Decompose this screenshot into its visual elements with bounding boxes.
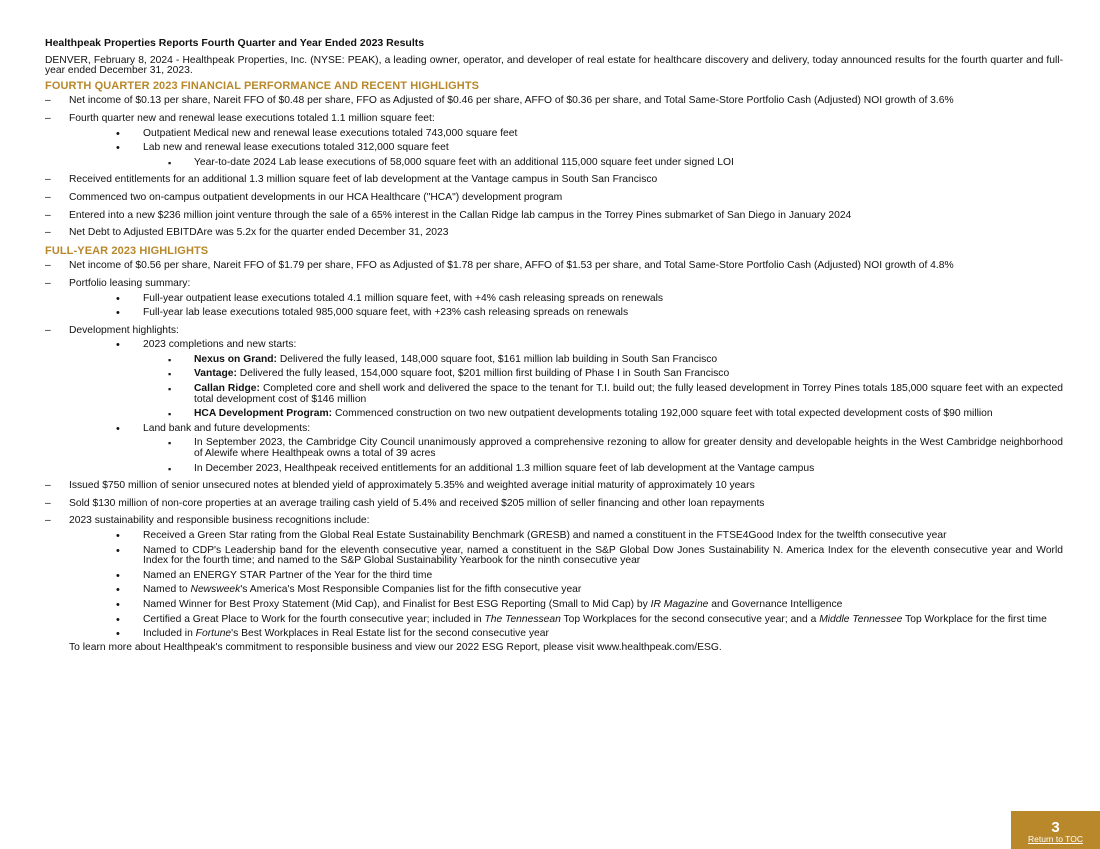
fy-item-text: 2023 sustainability and responsible business recognitions include: [69,515,370,527]
bullet-marker: • [116,584,120,597]
document-title: Healthpeak Properties Reports Fourth Quarter and Year Ended 2023 Results [45,37,425,49]
q4-item-text: Received entitlements for an additional 1.3 million square feet of lab development at the Vantage campus in South San Francisco [69,174,658,186]
q4-item-text: Entered into a new $236 million joint venture through the sale of a 65% interest in the Callan Ridge lab campus in the Torrey Pines submarket of San Diego in January 2024 [69,209,852,221]
dash-marker: – [45,324,51,336]
dash-marker: – [45,227,51,239]
document-body [45,38,1063,653]
fy-sub-item-text: Received a Green Star rating from the Global Real Estate Sustainability Benchmark (GRESB) and named a constituent in the FTSE4Good Index for the twelfth consecutive year [143,530,947,541]
sub-sub-list-item [69,369,1063,380]
publication-name: Fortune [195,628,232,640]
q4-item-text: Commenced two on-campus outpatient developments in our HCA Healthcare ("HCA") development program [69,191,563,203]
small-bullet-marker: ▪ [168,354,172,365]
sub-sub-list-item [69,355,1063,366]
sub-list-item [69,585,1063,596]
dash-marker: – [45,480,51,492]
fy-item-text: Development highlights: [69,324,179,336]
list-item [45,499,1063,510]
sub-list-item [69,129,1063,140]
small-bullet-marker: ▪ [168,409,172,420]
project-description: Commenced construction on two new outpatient developments totaling 192,000 square feet with total expected development costs of $90 million [334,408,993,420]
fy-sub-item-text: Named to CDP's Leadership band for the eleventh consecutive year, named a constituent in the S&P Global Dow Jones Sustainability N. America Index for the eleventh consecutive year and World Index for the fourth time; and named to the S&P Global Sustainability Yearbook for the ninth consecutive year [143,544,1063,567]
page-number: 3 [1051,819,1060,836]
q4-item-text: Net income of $0.13 per share, Nareit FFO of $0.48 per share, FFO as Adjusted of $0.46 per share, AFFO of $0.36 per share, and Total Same-Store Portfolio Cash (Adjusted) NOI growth of 3.6% [69,95,954,107]
fy-sub-item-text: Named to [143,584,191,596]
dash-marker: – [45,174,51,186]
bullet-marker: • [116,544,120,557]
fy-sub-item-text: Top Workplace for the first time [902,613,1047,625]
sub-list-item [69,294,1063,305]
q4-item-text: Fourth quarter new and renewal lease executions totaled 1.1 million square feet: [69,112,435,124]
sub-sub-list-item [69,438,1063,459]
list-item [45,279,1063,319]
sub-list-item [69,531,1063,542]
q4-section-heading: FOURTH QUARTER 2023 FINANCIAL PERFORMANCE AND RECENT HIGHLIGHTS [45,79,480,92]
publication-name: The Tennessean [484,613,561,625]
project-description: Delivered the fully leased, 148,000 square foot, $161 million lab building in South San Francisco [279,353,718,365]
fy-section-heading: FULL-YEAR 2023 HIGHLIGHTS [45,244,209,257]
sub-list-item [69,308,1063,319]
project-name: Vantage: [194,368,237,380]
fy-sub-item-text: Certified a Great Place to Work for the fourth consecutive year; included in [143,613,485,625]
publication-name: Middle Tennessee [819,613,903,625]
fy-sub-sub-item-text: In September 2023, the Cambridge City Council unanimously approved a comprehensive rezoning to allow for greater density and developable heights in the West Cambridge neighborhood of Alewife where Healthpeak owns a total of 39 acres [194,437,1063,460]
sub-list-item [69,571,1063,582]
project-name: Callan Ridge: [194,383,260,395]
sub-list-item [69,143,1063,154]
sub-list-item [69,546,1063,567]
toc-footer-box [1011,811,1100,849]
q4-sub-item-text: Lab new and renewal lease executions totaled 312,000 square feet [143,142,449,154]
fy-sub-sub-item-text: In December 2023, Healthpeak received entitlements for an additional 1.3 million square feet of lab development at the Vantage campus [194,462,815,474]
closing-paragraph: To learn more about Healthpeak's commitment to responsible business and view our 2022 ESG Report, please visit www.healthpeak.com/ESG. [69,641,722,653]
fy-item-text: Portfolio leasing summary: [69,277,191,289]
bullet-marker: • [116,422,120,435]
bullet-marker: • [116,292,120,305]
fy-sub-item-text: 2023 completions and new starts: [143,339,297,351]
small-bullet-marker: ▪ [168,369,172,380]
dash-marker: – [45,112,51,124]
list-item [45,175,1063,186]
fy-item-text: Net income of $0.56 per share, Nareit FFO of $1.79 per share, FFO as Adjusted of $1.78 per share, AFFO of $1.53 per share, and Total Same-Store Portfolio Cash (Adjusted) NOI growth of 4.8% [69,260,954,272]
bullet-marker: • [116,613,120,626]
dash-marker: – [45,95,51,107]
q4-sub-item-text: Outpatient Medical new and renewal lease executions totaled 743,000 square feet [143,127,518,139]
dash-marker: – [45,497,51,509]
bullet-marker: • [116,530,120,542]
project-description: Completed core and shell work and delivered the space to the tenant for T.I. build out; the fully leased development in Torrey Pines totals 185,000 square feet with an expected total development cost of $146 million [194,383,1063,405]
fy-sub-item-text: and Governance Intelligence [708,598,843,610]
fy-sub-item-text: 's America's Most Responsible Companies list for the fifth consecutive year [240,584,582,596]
list-item [45,96,1063,107]
project-description: Delivered the fully leased, 154,000 square foot, $201 million first building of Phase I in South San Francisco [239,368,730,380]
bullet-marker: • [116,127,120,140]
sub-list-item [69,615,1063,626]
fy-sub-item-text: Named an ENERGY STAR Partner of the Year for the third time [143,569,433,581]
project-name: HCA Development Program: [194,408,333,420]
fy-item-text: Issued $750 million of senior unsecured notes at blended yield of approximately 5.35% and weighted average initial maturity of approximately 10 years [69,480,755,492]
sub-sub-list-item [69,464,1063,475]
small-bullet-marker: ▪ [168,463,172,474]
dash-marker: – [45,277,51,289]
sub-list-item [69,600,1063,611]
small-bullet-marker: ▪ [168,157,172,168]
list-item [45,481,1063,492]
q4-sub-sub-item-text: Year-to-date 2024 Lab lease executions of 58,000 square feet with an additional 115,000 square feet under signed LOI [194,156,734,168]
q4-item-text: Net Debt to Adjusted EBITDAre was 5.2x for the quarter ended December 31, 2023 [69,227,449,239]
list-item [45,261,1063,272]
bullet-marker: • [116,569,120,582]
dash-marker: – [45,191,51,203]
fy-sub-item-text: Land bank and future developments: [143,422,311,434]
return-to-toc-link[interactable]: Return to TOC [1028,834,1083,844]
sub-sub-list-item [69,384,1063,405]
fy-sub-item-text: Named Winner for Best Proxy Statement (Mid Cap), and Finalist for Best ESG Reporting (Small to Mid Cap) by [143,598,651,610]
dash-marker: – [45,515,51,527]
intro-paragraph: DENVER, February 8, 2024 - Healthpeak Properties, Inc. (NYSE: PEAK), a leading owner, operator, and developer of real estate for healthcare discovery and delivery, today announced results for the fourth quarter and full-year ended December 31, 2023. [45,54,1063,77]
fy-sub-item-text: 's Best Workplaces in Real Estate list for the second consecutive year [231,628,549,640]
list-item [45,211,1063,222]
publication-name: IR Magazine [650,598,709,610]
sub-sub-list-item [69,158,1063,169]
sub-sub-list-item [69,409,1063,420]
publication-name: Newsweek [190,584,241,596]
list-item [45,326,1063,475]
small-bullet-marker: ▪ [168,384,172,395]
fy-sub-item-text: Full-year lab lease executions totaled 985,000 square feet, with +23% cash releasing spreads on renewals [143,307,629,319]
small-bullet-marker: ▪ [168,438,172,449]
bullet-marker: • [116,142,120,155]
dash-marker: – [45,260,51,272]
fy-sub-item-text: Included in [143,628,196,640]
list-item [45,228,1063,239]
sub-list-item [69,340,1063,351]
list-item [45,114,1063,168]
dash-marker: – [45,209,51,221]
fy-sub-item-text: Top Workplaces for the second consecutive year; and a [560,613,820,625]
bullet-marker: • [116,598,120,611]
list-item [45,193,1063,204]
project-name: Nexus on Grand: [194,353,277,365]
bullet-marker: • [116,628,120,641]
sub-list-item [69,424,1063,435]
list-item [45,516,1063,639]
sub-list-item [69,629,1063,640]
fy-item-text: Sold $130 million of non-core properties at an average trailing cash yield of 5.4% and received $205 million of seller financing and other loan repayments [69,497,765,509]
bullet-marker: • [116,339,120,352]
fy-sub-item-text: Full-year outpatient lease executions totaled 4.1 million square feet, with +4% cash releasing spreads on renewals [143,292,664,304]
bullet-marker: • [116,307,120,320]
